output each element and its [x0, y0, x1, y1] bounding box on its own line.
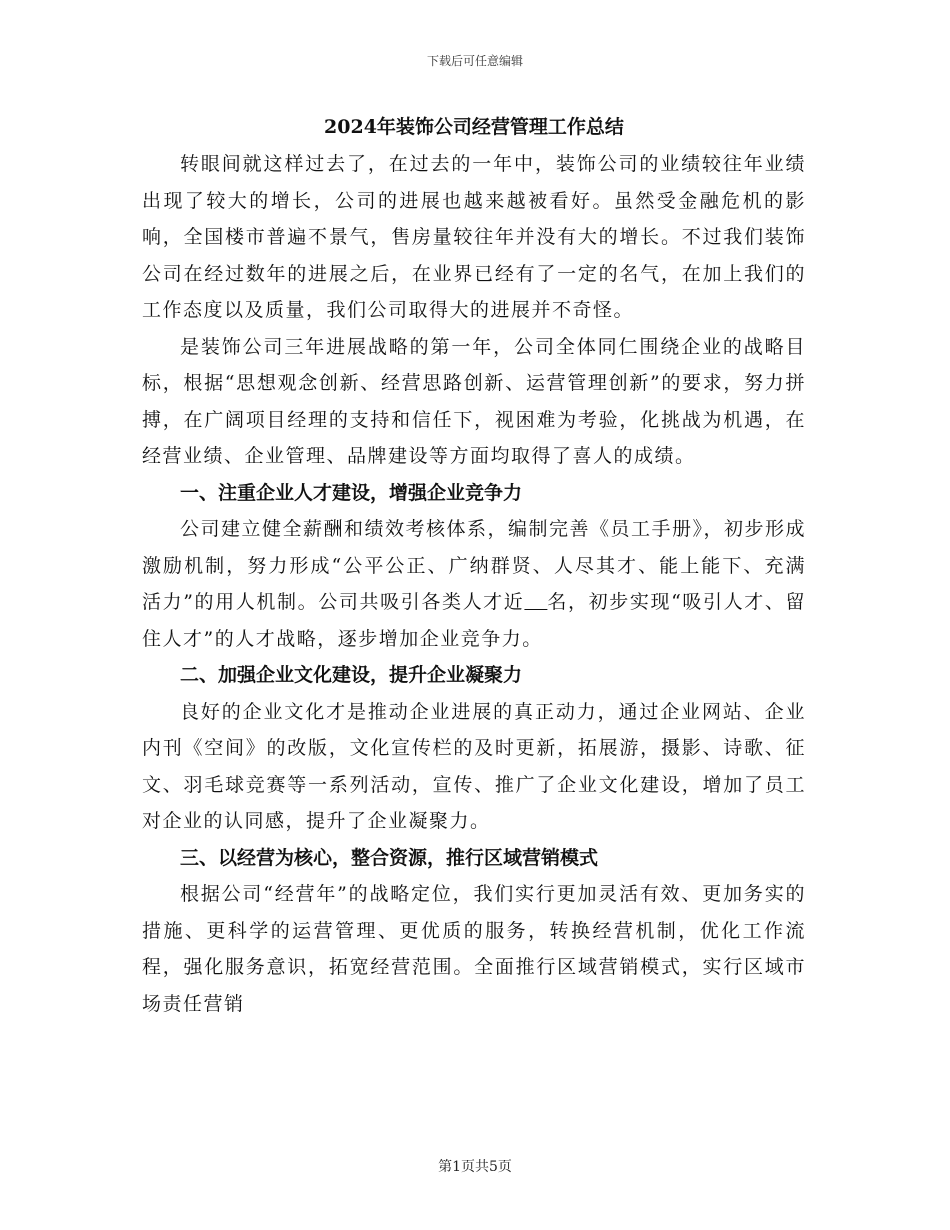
document-body — [142, 112, 806, 1022]
section-1-heading: 一、注重企业人才建设，增强企业竞争力 — [180, 481, 523, 504]
section-3-heading: 三、以经营为核心，整合资源，推行区域营销模式 — [180, 846, 599, 869]
document-title: 2024年装饰公司经营管理工作总结 — [324, 116, 624, 138]
section-1-blank — [524, 591, 547, 613]
section-3-paragraph: 根据公司“经营年”的战略定位，我们实行更加灵活有效、更加务实的措施、更科学的运营管理、更优质的服务，转换经营机制，优化工作流程，强化服务意识，拓宽经营范围。全面推行区域营销模式，实行区域市场责任营销 — [142, 883, 806, 1015]
section-2-paragraph: 良好的企业文化才是推动企业进展的真正动力，通过企业网站、企业内刊《空间》的改版，文化宣传栏的及时更新，拓展游，摄影、诗歌、征文、羽毛球竞赛等一系列活动，宣传、推广了企业文化建设，增加了员工对企业的认同感，提升了企业凝聚力。 — [142, 700, 806, 832]
page-header: 下载后可任意编辑 — [426, 54, 523, 68]
section-1-text-b: 名，初步实现“吸引人才、留住人才”的人才战略，逐步增加企业竞争力。 — [142, 591, 806, 650]
page-number: 第1页共5页 — [438, 1159, 512, 1175]
section-1-text-a: 公司建立健全薪酬和绩效考核体系，编制完善《员工手册》，初步形成激励机制，努力形成“公平公正、广纳群贤、人尽其才、能上能下、充满活力”的用人机制。公司共吸引各类人才近 — [142, 518, 807, 613]
section-2-heading: 二、加强企业文化建设，提升企业凝聚力 — [180, 664, 523, 686]
intro-paragraph-1: 转眼间就这样过去了，在过去的一年中，装饰公司的业绩较往年业绩出现了较大的增长，公司的进展也越来越被看好。虽然受金融危机的影响，全国楼市普遍不景气，售房量较往年并没有大的增长。不过我们装饰公司在经过数年的进展之后，在业界已经有了一定的名气，在加上我们的工作态度以及质量，我们公司取得大的进展并不奇怪。 — [142, 153, 806, 321]
intro-paragraph-2: 是装饰公司三年进展战略的第一年，公司全体同仁围绕企业的战略目标，根据“思想观念创新、经营思路创新、运营管理创新”的要求，努力拼搏，在广阔项目经理的支持和信任下，视困难为考验，化挑战为机遇，在经营业绩、企业管理、品牌建设等方面均取得了喜人的成绩。 — [142, 335, 806, 467]
section-1-paragraph — [142, 511, 806, 657]
